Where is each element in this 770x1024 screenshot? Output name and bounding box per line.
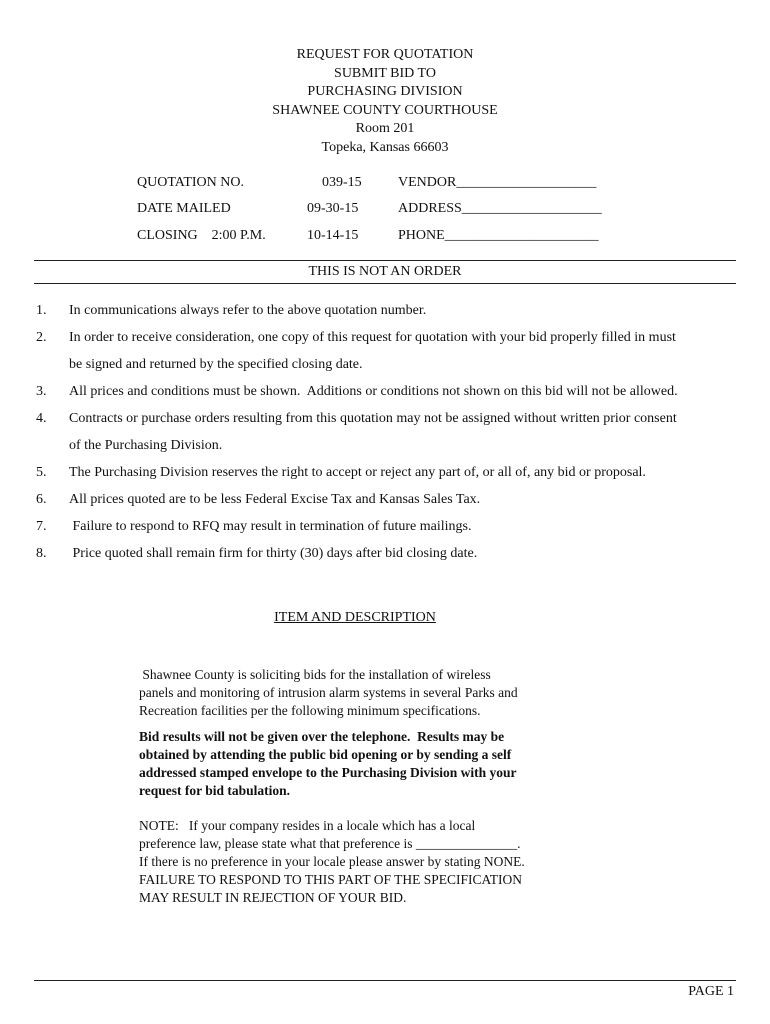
list-item-number: 4. <box>36 411 47 426</box>
quotation-number-value: 039-15 <box>322 175 362 190</box>
header-line-submit: SUBMIT BID TO <box>334 65 436 81</box>
description-paragraph <box>139 666 576 720</box>
list-item-text: be signed and returned by the specified closing date. <box>69 357 363 372</box>
divider-bottom <box>34 283 736 284</box>
note-line: preference law, please state what that preference is _______________. <box>139 836 521 851</box>
note-line: NOTE: If your company resides in a locale which has a local <box>139 818 476 833</box>
header-line-room: Room 201 <box>355 121 415 136</box>
bid-results-line: Bid results will not be given over the telephone. Results may be <box>139 729 505 744</box>
list-item-number: 7. <box>36 519 47 534</box>
list-item-number: 6. <box>36 492 47 507</box>
description-line: panels and monitoring of intrusion alarm systems in several Parks and <box>139 685 518 700</box>
note-line: MAY RESULT IN REJECTION OF YOUR BID. <box>139 890 407 905</box>
date-mailed-row <box>0 201 770 221</box>
date-mailed-label: DATE MAILED <box>137 201 231 216</box>
description-line: Shawnee County is soliciting bids for the installation of wireless <box>139 667 491 682</box>
list-item-number: 3. <box>36 384 47 399</box>
vendor-field: VENDOR____________________ <box>398 175 597 190</box>
header-line-division: PURCHASING DIVISION <box>307 84 463 99</box>
divider-top <box>34 260 736 261</box>
closing-label: CLOSING 2:00 P.M. <box>137 228 266 243</box>
description-line: Recreation facilities per the following minimum specifications. <box>139 703 481 718</box>
list-item-number: 5. <box>36 465 47 480</box>
quotation-number-label: QUOTATION NO. <box>137 175 244 190</box>
list-item-text: In communications always refer to the above quotation number. <box>69 303 427 318</box>
header-line-courthouse: SHAWNEE COUNTY COURTHOUSE <box>272 102 498 118</box>
list-item-text: The Purchasing Division reserves the right to accept or reject any part of, or all of, any bid or proposal. <box>69 465 646 480</box>
list-item-number: 1. <box>36 303 47 318</box>
header-title: REQUEST FOR QUOTATION <box>296 47 474 62</box>
bid-results-line: addressed stamped envelope to the Purchasing Division with your <box>139 765 517 780</box>
footer-divider <box>34 980 736 981</box>
list-item-number: 2. <box>36 330 47 345</box>
list-item-text: Contracts or purchase orders resulting from this quotation may not be assigned without written prior consent <box>69 411 677 426</box>
document-header <box>0 46 770 157</box>
list-item-text: All prices quoted are to be less Federal Excise Tax and Kansas Sales Tax. <box>69 492 481 507</box>
closing-row <box>0 228 770 248</box>
closing-value: 10-14-15 <box>307 228 359 243</box>
phone-field: PHONE______________________ <box>398 228 599 243</box>
note-line: FAILURE TO RESPOND TO THIS PART OF THE SPECIFICATION <box>139 872 523 887</box>
list-item-text: Price quoted shall remain firm for thirty (30) days after bid closing date. <box>69 546 478 561</box>
date-mailed-value: 09-30-15 <box>307 201 359 216</box>
list-item-text: Failure to respond to RFQ may result in termination of future mailings. <box>69 519 472 534</box>
bid-results-line: request for bid tabulation. <box>139 783 291 798</box>
list-item-text: All prices and conditions must be shown. Additions or conditions not shown on this bid will not be allowed. <box>69 384 678 399</box>
list-item-text: In order to receive consideration, one copy of this request for quotation with your bid properly filled in must <box>69 330 676 345</box>
quotation-number-row <box>0 175 770 195</box>
list-item-text: of the Purchasing Division. <box>69 438 223 453</box>
not-an-order-notice: THIS IS NOT AN ORDER <box>308 264 462 279</box>
header-line-city: Topeka, Kansas 66603 <box>321 139 449 155</box>
list-item-number: 8. <box>36 546 47 561</box>
bid-results-paragraph <box>139 728 576 800</box>
section-title: ITEM AND DESCRIPTION <box>274 610 436 625</box>
page-number: PAGE 1 <box>688 984 734 999</box>
bid-results-line: obtained by attending the public bid opening or by sending a self <box>139 747 512 762</box>
note-paragraph <box>139 817 576 907</box>
address-field: ADDRESS____________________ <box>398 201 602 216</box>
note-line: If there is no preference in your locale please answer by stating NONE. <box>139 854 525 869</box>
